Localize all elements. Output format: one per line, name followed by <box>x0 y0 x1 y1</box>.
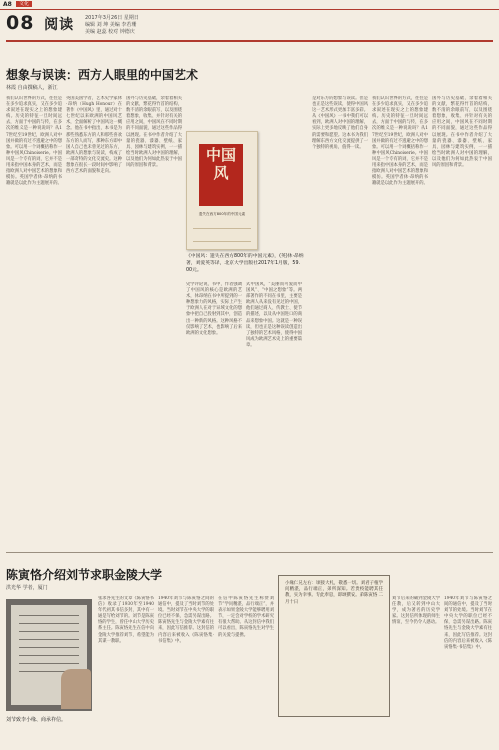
page-section: 阅读 <box>44 17 75 33</box>
letter-transcription: 小缘仁兄左右：顷接大札，敬悉一切。刘君子植学问精湛，品行端正，弟所深知。若贵校能聘其任教，实为幸事。专此奉恳，即颂撰安。弟陈寅恪 二月十日 <box>285 581 383 605</box>
letter-transcription-box <box>278 575 390 717</box>
book-cover-title: 中国风 <box>205 146 236 182</box>
section-divider <box>6 552 493 553</box>
article2-col-3: 在信中陈寅恪先生称赞刘节“学问精湛，品行端正”，并表示如果金陵大学能够聘用刘节，一定会对学校的学术研究有很大帮助。从这封信中我们可以看出，陈寅恪先生对学生的关爱与提携。 <box>218 596 274 638</box>
page-meta <box>85 15 139 36</box>
article1-col-4: 史学评论说，书中，作者强调了中国风的核心是欧洲的艺术，休昂纳在书中所提到的一种想象力的风格，实际上产生于欧洲人在对于异域文化的想象中把自己投射到其中，创造出一种新的风格。这种风格不仅影响了艺术，也影响了后来欧洲的文化想象。 <box>186 282 242 336</box>
page-editors-2: 美编 赵蕊 校对 钟德庆 <box>85 29 135 35</box>
article1-col-8: 国外与历史基础，余着着相关的文献，繁花得竹首的结构，数不清的余眼前写，以及围绕着想象，收集、并针对有关的应用之间，中国风在不同时期的不同面貌，通过这些作品得以展现。在书中作者介绍了大量的瓷器、漆器、壁纸、家具、园林与建筑实例，一一描绘当时欧洲人对中国的理解，以及他们为何如此热衷于中国风的原因和背景。 <box>432 96 492 169</box>
letter-photo <box>6 599 92 711</box>
letter-photo-hand <box>61 669 91 709</box>
masthead <box>0 0 499 9</box>
book-cover <box>186 131 258 250</box>
article1-col-3b <box>262 96 308 248</box>
article1-col-7: 我们认识世界的方式，往往是在多少追求真实，又在多少追求叙述在现实之上的想象建构。历史的特征一旦时间远去，方面于中国的与传，在多次的维义是一种说说吗？从17世纪至19世纪，欧洲人对中国并做的有过不逃避之中的想象。可以用一个词概括称作一种中国风Chinoiserie。中国风是一个专有的词，它并不是用来指中国本身的艺术，而是指欧洲人对中国艺术的想象和模仿。英国学者休·昂纳的书籍就是以此作为主题展开的。 <box>372 96 428 187</box>
header-rule <box>6 40 493 42</box>
article1-col-3: 国外与历史基础，余着着相关的文献，繁花得竹首的结构，数不清的余眼前写，以及围绕着想象，收集、并针对有关的应用之间，中国风在不同时期的不同面貌，通过这些作品得以展现。在书中作者介绍了大量的瓷器、漆器、壁纸、家具、园林与建筑实例，一一描绘当时欧洲人对中国的理解，以及他们为何如此热衷于中国风的原因和背景。 <box>126 96 182 169</box>
article1-byline: 林霞 自由撰稿人，浙江 <box>6 85 58 91</box>
article2-col-2: 1940年刘节与陈寅恪之间的通信中，提及了当时刘节的处境。当时刘节在中央大学的职位已经不保，急需另谋出路。陈寅恪先生与金陵大学素有往来，因此写信推荐。这封信的内容后来被收入《陈寅恪集·书信集》中。 <box>158 596 214 644</box>
article1-col-5: 式中国风，“美丽而可爱而中国风”、“中国之想象”等。两部著作的不同在书里，主要是欧洲人从来没有见过的中国，他们通过商人、传教士、使节的描述，以及从中国进口的商品来想象中国。这就是一种误读，但也正是这种误读创造出了独特的艺术风格，使得中国风成为欧洲艺术史上的重要篇章。 <box>246 282 302 348</box>
page-editors-1: 编辑 刘 坤 美编 李若珊 <box>85 22 137 28</box>
article2-byline: 洪光华 学者，厦门 <box>6 585 48 591</box>
article1-col-6: 是对东方的想象与误读。但是也正是这些误读，使得中国风这一艺术形式更加丰富多彩。从《中国风》一书中我们可以看到，欧洲人对中国的理解，实际上更多地反映了他们自身的需要和愿望。这本书为我们理解东西方文化交流提供了一个独特的视角，值得一读。 <box>312 96 368 150</box>
page-number-value: 08 <box>6 12 35 34</box>
book-caption: 《中国风：遗失在西方800年的中国元素》，(英)休·昂纳著，刘爱英等译，北京大学出版社2017年1月版，59. 00元。 <box>186 254 304 273</box>
book-cover-subtitle: 遗失在西方800年的中国元素 <box>198 212 246 216</box>
book-cover-lines <box>193 228 251 242</box>
paper-code: A8 <box>3 1 12 8</box>
article1-col-1: 我们认识世界的方式，往往是在多少追求真实，又在多少追求叙述在现实之上的想象建构。历史的特征一旦时间远去，方面于中国的与传，在多次的维义是一种说说吗？从17世纪至19世纪，欧洲人对中国并做的有过不逃避之中的想象。可以用一个词概括称作一种中国风Chinoiserie。中国风是一个专有的词，它并不是用来指中国本身的艺术，而是指欧洲人对中国艺术的想象和模仿。英国学者休·昂纳的书籍就是以此作为主题展开的。 <box>6 96 62 187</box>
page-number <box>6 12 74 34</box>
page-date: 2017年3月26日 星期日 <box>85 15 139 21</box>
top-rule <box>0 9 499 10</box>
article1-col-2: 英国美国学者，艺术史学家休·昂纳（Hugh Honour）在著作《中国风》里，通过对十七世纪以来欧洲的中国风艺术，全面解析了中国风这一概念。他在书中指出，本书是为那些熟悉东方的人和那些喜欢东方的人而写，那种东方即中国人自己也未曾见过的东方，欧洲人的想象与误读，构成了一部奇特的文化交流史。这种想象在很长一段时间中影响了西方艺术的面貌和走向。 <box>66 96 122 175</box>
article2-col-1: 张求各先生的文章《陈寅恪书信》收录了1930年至1940年代初其书信多封，其中有一通是写给刘节的。刘节是陈寅恪的学生，曾任中山大学历史系主任。陈寅恪先生在信中向金陵大学推荐刘节，希望能为其谋一教职。 <box>98 596 154 644</box>
article1-title: 想象与误读：西方人眼里的中国艺术 <box>6 68 199 82</box>
article2-col-4: 刘节后来的确到金陵大学任教，后又转到中山大学，成为著名的历史学家。这封信所体现的师生情谊，至今仍令人感动。 <box>392 596 440 626</box>
article2-title: 陈寅恪介绍刘节求职金陵大学 <box>6 568 163 582</box>
masthead-column: 文化 <box>16 1 32 7</box>
photo-caption: 刘节致李小缘、商承祚信。 <box>6 717 67 723</box>
article2-col-5: 1940年刘节与陈寅恪之间的通信中，提及了当时刘节的处境。当时刘节在中央大学的职位已经不保，急需另谋出路。陈寅恪先生与金陵大学素有往来，因此写信推荐。这封信的内容后来被收入《陈寅恪集·书信集》中。 <box>444 596 492 650</box>
